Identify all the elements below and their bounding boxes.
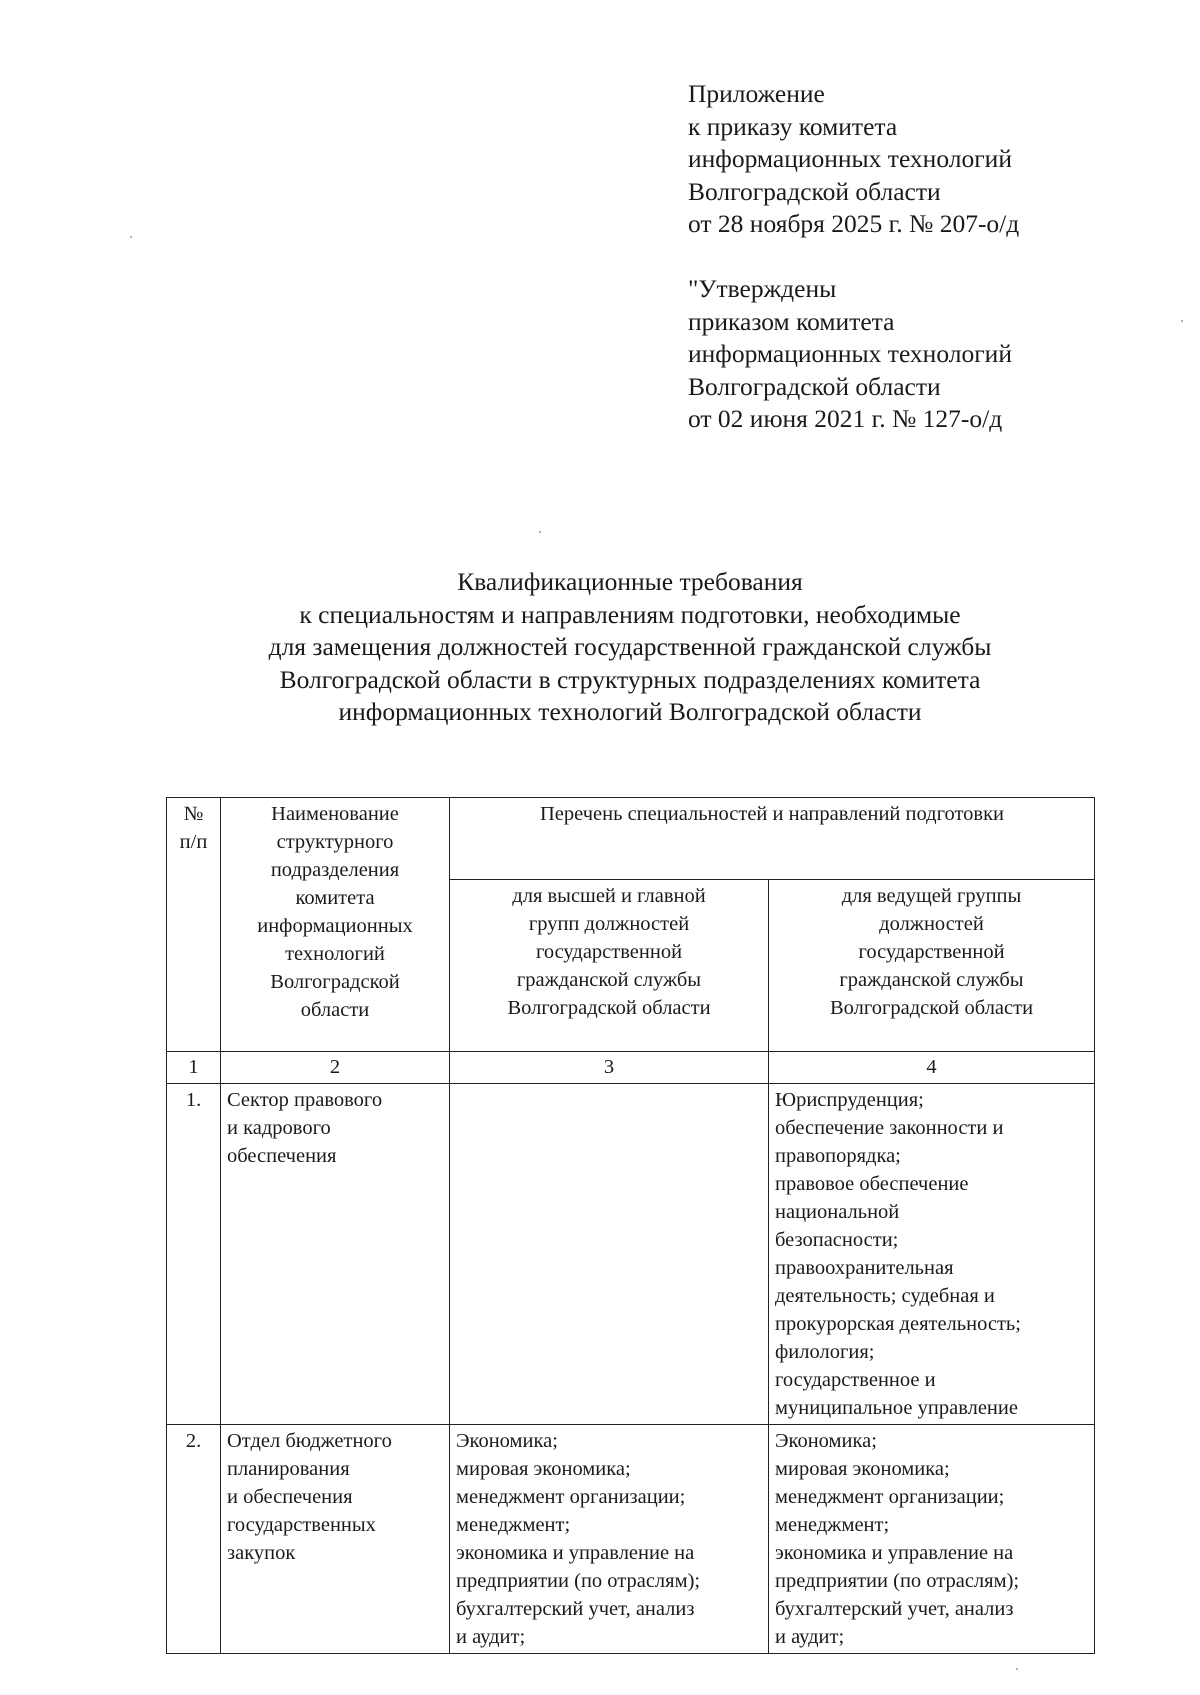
appendix-line: Волгоградской области [688,176,941,206]
header-num: № п/п [167,798,221,1052]
header-list: Перечень специальностей и направлений подготовки [450,798,1095,880]
row-leading: Экономика; мировая экономика; менеджмент организации; менеджмент; экономика и управление на предприятии (по отраслям); бухгалтерский учет, анализ и аудит; [769,1425,1095,1654]
header-unit: Наименование структурного подразделения комитета информационных технологий Волгоградской области [221,798,450,1052]
title-line: для замещения должностей государственной гражданской службы [268,632,992,661]
appendix-block [688,78,1019,436]
column-numbers-row [167,1052,1095,1084]
row-leading: Юриспруденция; обеспечение законности и правопорядка; правовое обеспечение национальной безопасности; правоохранительная деятельность; судебная и прокурорская деятельность; филология; государственное и муниципальное управление [769,1084,1095,1425]
row-higher: Экономика; мировая экономика; менеджмент организации; менеджмент; экономика и управление на предприятии (по отраслям); бухгалтерский учет, анализ и аудит; [450,1425,769,1654]
approved-line: приказом комитета [688,306,895,336]
scan-speck [1016,1668,1018,1670]
appendix-line: Приложение [688,79,825,108]
approved-line: "Утверждены [688,274,837,303]
column-number: 2 [221,1052,450,1084]
column-number: 1 [167,1052,221,1084]
row-num: 1. [167,1084,221,1425]
scan-speck [1181,320,1183,322]
column-number: 3 [450,1052,769,1084]
appendix-line: к приказу комитета [688,111,898,141]
requirements-table [166,797,1095,1654]
title-line: Квалификационные требования [457,567,803,596]
row-num: 2. [167,1425,221,1654]
row-unit: Отдел бюджетного планирования и обеспечения государственных закупок [221,1425,450,1654]
approved-line: информационных технологий [688,339,1012,368]
row-unit: Сектор правового и кадрового обеспечения [221,1084,450,1425]
appendix-line: информационных технологий [688,144,1012,173]
title-line: Волгоградской области в структурных подразделениях комитета [279,664,981,694]
row-higher [450,1084,769,1425]
header-leading-group: для ведущей группы должностей государственной гражданской службы Волгоградской области [769,880,1095,1052]
appendix-gap [688,241,1019,274]
approved-line: Волгоградской области [688,371,941,401]
document-title [0,566,1200,729]
approved-line: от 02 июня 2021 г. № 127-о/д [688,404,1003,433]
column-number: 4 [769,1052,1095,1084]
header-higher-group: для высшей и главной групп должностей государственной гражданской службы Волгоградской области [450,880,769,1052]
table-row [167,1425,1095,1654]
header-row [167,798,1095,880]
appendix-line: от 28 ноября 2025 г. № 207-о/д [688,209,1020,238]
title-line: к специальностям и направлениям подготовки, необходимые [299,599,961,629]
scan-speck [539,531,541,533]
table-row [167,1084,1095,1425]
scan-speck [130,236,132,238]
title-line: информационных технологий Волгоградской области [338,697,922,726]
